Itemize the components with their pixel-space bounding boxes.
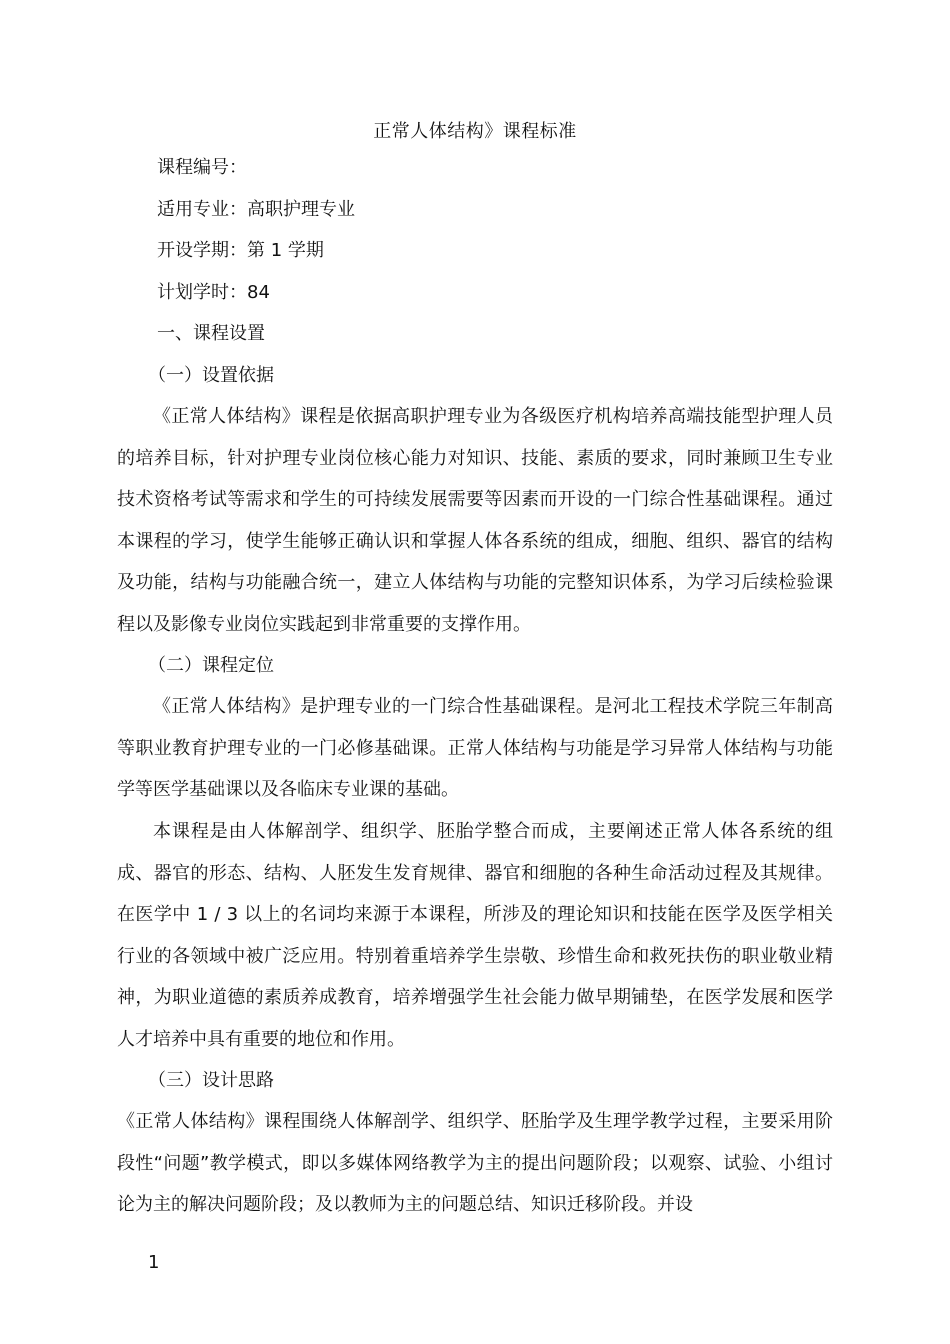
page-number: 1 (148, 1252, 160, 1273)
section-heading-course-setup: 一、课程设置 (157, 323, 265, 344)
subsection-heading-positioning: （二）课程定位 (148, 655, 274, 676)
hours-line: 计划学时：84 (157, 282, 270, 303)
subsection-heading-basis: （一）设置依据 (148, 365, 274, 386)
paragraph-positioning-2: 本课程是由人体解剖学、组织学、胚胎学整合而成，主要阐述正常人体各系统的组成、器官的形态、结构、人胚发生发育规律、器官和细胞的各种生命活动过程及其规律。在医学中 1 / 3 以上的名词均来源于本课程，所涉及的理论知识和技能在医学及医学相关行业的各领域中被广泛应用。特别着重培养学生崇敬、珍惜生命和救死扶伤的职业敬业精神，为职业道德的素质养成教育，培养增强学生社会能力做早期铺垫，在医学发展和医学人才培养中具有重要的地位和作用。 (117, 821, 833, 1050)
paragraph-positioning-1: 《正常人体结构》是护理专业的一门综合性基础课程。是河北工程技术学院三年制高等职业教育护理专业的一门必修基础课。正常人体结构与功能是学习异常人体结构与功能学等医学基础课以及各临床专业课的基础。 (117, 696, 833, 800)
subsection-heading-design: （三）设计思路 (148, 1070, 274, 1091)
major-line: 适用专业：高职护理专业 (157, 199, 355, 220)
document-title: 正常人体结构》课程标准 (373, 121, 577, 142)
semester-line: 开设学期：第 1 学期 (157, 240, 324, 261)
paragraph-design: 《正常人体结构》课程围绕人体解剖学、组织学、胚胎学及生理学教学过程，主要采用阶段性“问题”教学模式，即以多媒体网络教学为主的提出问题阶段；以观察、试验、小组讨论为主的解决问题阶段；及以教师为主的问题总结、知识迁移阶段。并设 (117, 1111, 833, 1215)
course-code-line: 课程编号： (157, 157, 247, 178)
paragraph-basis: 《正常人体结构》课程是依据高职护理专业为各级医疗机构培养高端技能型护理人员的培养目标，针对护理专业岗位核心能力对知识、技能、素质的要求，同时兼顾卫生专业技术资格考试等需求和学生的可持续发展需要等因素而开设的一门综合性基础课程。通过本课程的学习，使学生能够正确认识和掌握人体各系统的组成，细胞、组织、器官的结构及功能，结构与功能融合统一，建立人体结构与功能的完整知识体系，为学习后续检验课程以及影像专业岗位实践起到非常重要的支撑作用。 (117, 406, 833, 635)
